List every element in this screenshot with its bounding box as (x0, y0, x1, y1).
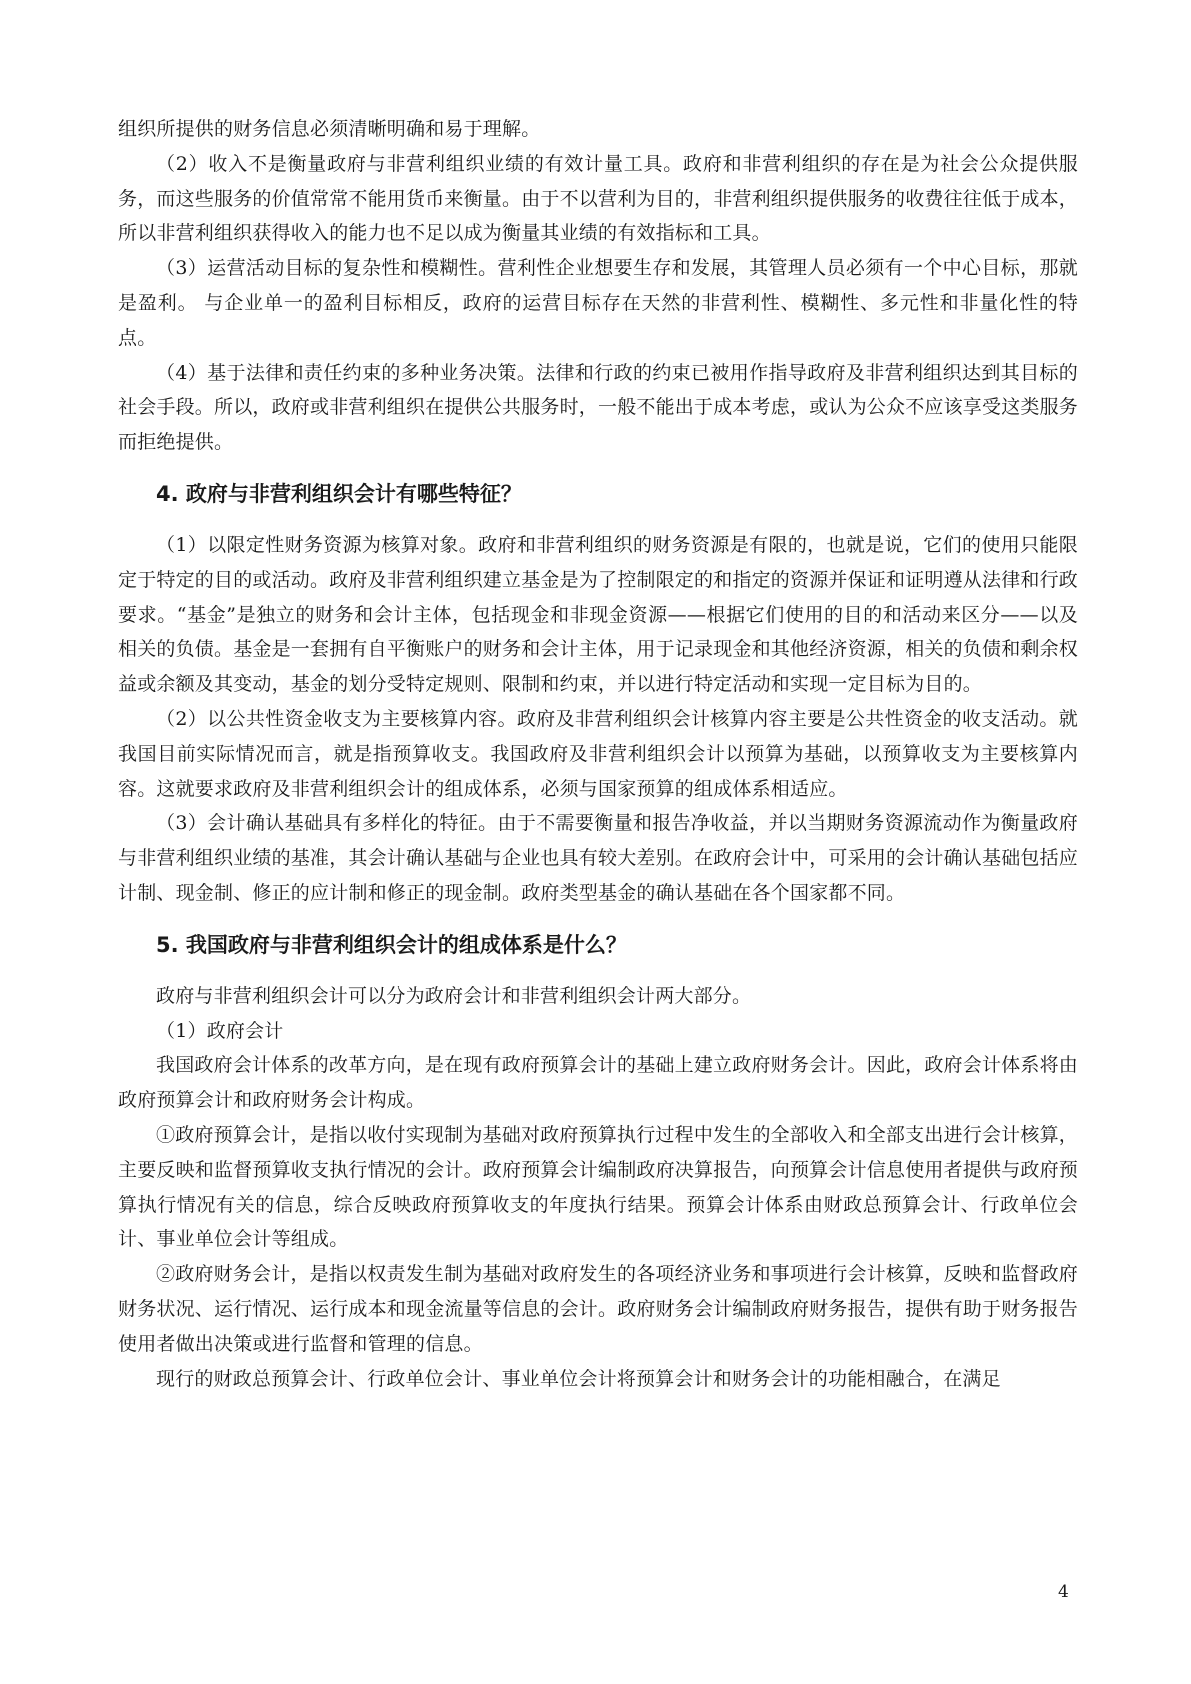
section-heading-5: 5. 我国政府与非营利组织会计的组成体系是什么？ (156, 932, 627, 957)
paragraph: 组织所提供的财务信息必须清晰明确和易于理解。 (118, 118, 541, 140)
page-number: 4 (1058, 1582, 1069, 1602)
paragraph: （3）运营活动目标的复杂性和模糊性。营利性企业想要生存和发展，其管理人员必须有一个中心目标，那就是盈利。 与企业单一的盈利目标相反，政府的运营目标存在天然的非营利性、模糊性、多元性和非量化性的特点。 (118, 257, 1078, 349)
paragraph: （1）以限定性财务资源为核算对象。政府和非营利组织的财务资源是有限的，也就是说，它们的使用只能限定于特定的目的或活动。政府及非营利组织建立基金是为了控制限定的和指定的资源并保证和证明遵从法律和行政要求。“基金”是独立的财务和会计主体，包括现金和非现金资源——根据它们使用的目的和活动来区分——以及相关的负债。基金是一套拥有自平衡账户的财务和会计主体，用于记录现金和其他经济资源，相关的负债和剩余权益或余额及其变动，基金的划分受特定规则、限制和约束，并以进行特定活动和实现一定目标为目的。 (118, 533, 1079, 696)
paragraph: 我国政府会计体系的改革方向，是在现有政府预算会计的基础上建立政府财务会计。因此，政府会计体系将由政府预算会计和政府财务会计构成。 (118, 1054, 1078, 1112)
paragraph: ①政府预算会计，是指以收付实现制为基础对政府预算执行过程中发生的全部收入和全部支出进行会计核算，主要反映和监督预算收支执行情况的会计。政府预算会计编制政府决算报告，向预算会计信息使用者提供与政府预算执行情况有关的信息，综合反映政府预算收支的年度执行结果。预算会计体系由财政总预算会计、行政单位会计、事业单位会计等组成。 (118, 1123, 1079, 1251)
paragraph: （1）政府会计 (156, 1019, 284, 1042)
paragraph: （4）基于法律和责任约束的多种业务决策。法律和行政的约束已被用作指导政府及非营利组织达到其目标的社会手段。所以，政府或非营利组织在提供公共服务时，一般不能出于成本考虑，或认为公众不应该享受这类服务而拒绝提供。 (118, 361, 1079, 454)
paragraph: （3）会计确认基础具有多样化的特征。由于不需要衡量和报告净收益，并以当期财务资源流动作为衡量政府与非营利组织业绩的基准，其会计确认基础与企业也具有较大差别。在政府会计中，可采用的会计确认基础包括应计制、现金制、修正的应计制和修正的现金制。政府类型基金的确认基础在各个国家都不同。 (118, 812, 1079, 904)
paragraph: ②政府财务会计，是指以权责发生制为基础对政府发生的各项经济业务和事项进行会计核算，反映和监督政府财务状况、运行情况、运行成本和现金流量等信息的会计。政府财务会计编制政府财务报告，提供有助于财务报告使用者做出决策或进行监督和管理的信息。 (118, 1263, 1079, 1355)
paragraph: 政府与非营利组织会计可以分为政府会计和非营利组织会计两大部分。 (156, 984, 752, 1007)
paragraph: 现行的财政总预算会计、行政单位会计、事业单位会计将预算会计和财务会计的功能相融合，在满足 (156, 1367, 1001, 1390)
paragraph: （2）收入不是衡量政府与非营利组织业绩的有效计量工具。政府和非营利组织的存在是为社会公众提供服务，而这些服务的价值常常不能用货币来衡量。由于不以营利为目的，非营利组织提供服务的收费往往低于成本，所以非营利组织获得收入的能力也不足以成为衡量其业绩的有效指标和工具。 (118, 152, 1079, 245)
document-body (118, 112, 1078, 1396)
paragraph: （2）以公共性资金收支为主要核算内容。政府及非营利组织会计核算内容主要是公共性资金的收支活动。就我国目前实际情况而言，就是指预算收支。我国政府及非营利组织会计以预算为基础，以预算收支为主要核算内容。这就要求政府及非营利组织会计的组成体系，必须与国家预算的组成体系相适应。 (118, 707, 1078, 800)
section-heading-4: 4. 政府与非营利组织会计有哪些特征？ (156, 481, 522, 506)
